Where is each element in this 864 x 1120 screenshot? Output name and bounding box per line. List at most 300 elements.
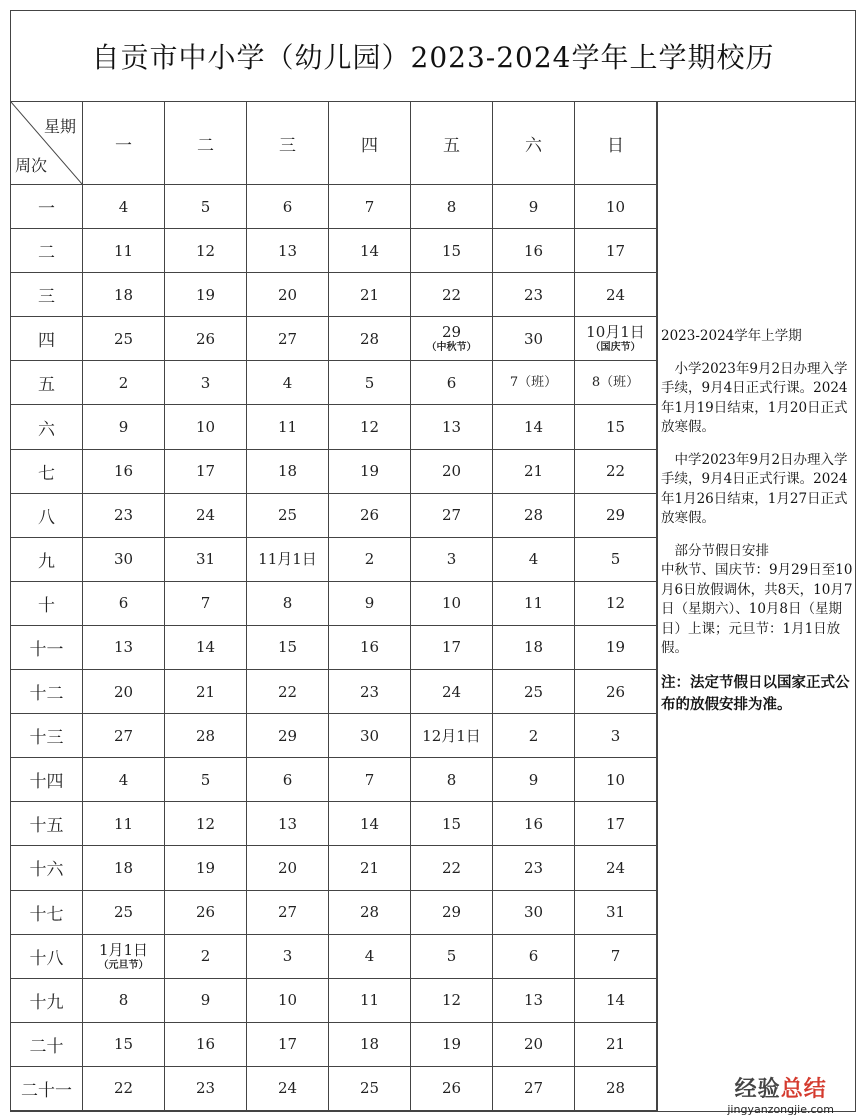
day-date: 25 bbox=[113, 329, 134, 348]
watermark bbox=[727, 1072, 834, 1116]
day-date: 14 bbox=[523, 418, 544, 437]
day-cell bbox=[165, 714, 247, 758]
page-title: 自贡市中小学（幼儿园）2023-2024学年上学期校历 bbox=[10, 10, 856, 102]
day-date: 11 bbox=[277, 418, 298, 437]
day-date: 30 bbox=[523, 329, 544, 348]
weekday-header: 三 bbox=[247, 102, 329, 185]
day-date: 19 bbox=[441, 1035, 462, 1054]
day-cell bbox=[165, 802, 247, 846]
day-date: 25 bbox=[523, 682, 544, 701]
day-cell bbox=[493, 361, 575, 405]
day-cell bbox=[575, 890, 657, 934]
day-date: 21 bbox=[359, 285, 380, 304]
day-date: 31 bbox=[195, 550, 216, 569]
week-row bbox=[11, 361, 657, 405]
notes-holidays: 部分节假日安排 中秋节、国庆节：9月29日至10月6日放假调休，共8天，10月7日（星期六）、10月8日（星期日）上课；元旦节：1月1日放假。 bbox=[661, 542, 853, 656]
day-cell bbox=[247, 625, 329, 669]
day-cell bbox=[165, 317, 247, 361]
day-cell bbox=[411, 846, 493, 890]
weekday-header: 日 bbox=[575, 102, 657, 185]
day-cell bbox=[247, 405, 329, 449]
day-cell bbox=[493, 581, 575, 625]
day-cell bbox=[329, 229, 411, 273]
day-cell bbox=[493, 317, 575, 361]
day-date: 15 bbox=[441, 814, 462, 833]
week-row bbox=[11, 625, 657, 669]
day-date: 15 bbox=[605, 418, 626, 437]
week-row bbox=[11, 1066, 657, 1110]
week-number: 八 bbox=[11, 493, 83, 537]
day-date: 18 bbox=[277, 462, 298, 481]
day-date: 22 bbox=[441, 285, 462, 304]
day-cell bbox=[575, 714, 657, 758]
week-row bbox=[11, 185, 657, 229]
week-row bbox=[11, 317, 657, 361]
day-date: 23 bbox=[113, 506, 134, 525]
day-date: 19 bbox=[195, 858, 216, 877]
week-row bbox=[11, 802, 657, 846]
day-cell bbox=[83, 581, 165, 625]
watermark-url: jingyanzongjie.com bbox=[727, 1103, 834, 1116]
day-cell bbox=[329, 1022, 411, 1066]
day-cell bbox=[329, 537, 411, 581]
day-cell bbox=[329, 581, 411, 625]
day-date: 6 bbox=[282, 770, 293, 789]
day-date: 10月1日 bbox=[586, 323, 645, 342]
weekday-header: 五 bbox=[411, 102, 493, 185]
day-cell bbox=[247, 185, 329, 229]
week-number: 四 bbox=[11, 317, 83, 361]
day-cell bbox=[247, 802, 329, 846]
day-cell bbox=[329, 317, 411, 361]
day-date: 16 bbox=[359, 638, 380, 657]
day-date: 25 bbox=[359, 1079, 380, 1098]
day-cell bbox=[493, 758, 575, 802]
day-date: 28 bbox=[523, 506, 544, 525]
day-cell bbox=[83, 890, 165, 934]
day-cell bbox=[575, 846, 657, 890]
day-cell bbox=[411, 273, 493, 317]
day-date: 17 bbox=[195, 462, 216, 481]
day-cell bbox=[83, 758, 165, 802]
day-cell bbox=[493, 846, 575, 890]
day-date: 22 bbox=[113, 1079, 134, 1098]
day-cell bbox=[493, 449, 575, 493]
day-cell bbox=[411, 714, 493, 758]
day-date: 4 bbox=[364, 947, 375, 966]
day-cell bbox=[329, 405, 411, 449]
day-cell bbox=[329, 1066, 411, 1110]
day-cell bbox=[329, 185, 411, 229]
day-date: 11 bbox=[359, 991, 380, 1010]
day-date: 22 bbox=[605, 462, 626, 481]
day-cell bbox=[411, 934, 493, 978]
day-date: 26 bbox=[195, 903, 216, 922]
day-cell bbox=[165, 449, 247, 493]
day-date: 11月1日 bbox=[258, 550, 317, 569]
day-date: 2 bbox=[118, 373, 129, 392]
day-cell bbox=[493, 934, 575, 978]
day-cell bbox=[165, 537, 247, 581]
calendar-table bbox=[10, 101, 657, 1111]
day-cell bbox=[247, 317, 329, 361]
day-date: 27 bbox=[113, 726, 134, 745]
corner-week-label: 周次 bbox=[15, 156, 48, 175]
watermark-brand-a: 经验 bbox=[734, 1076, 781, 1102]
day-date: 5 bbox=[200, 770, 211, 789]
week-number: 二十一 bbox=[11, 1066, 83, 1110]
day-date: 6 bbox=[118, 594, 129, 613]
day-date: 5 bbox=[200, 197, 211, 216]
day-date: 16 bbox=[195, 1035, 216, 1054]
day-date: 20 bbox=[523, 1035, 544, 1054]
day-date: 7（班） bbox=[509, 374, 558, 390]
day-date: 11 bbox=[113, 814, 134, 833]
day-date: 11 bbox=[113, 241, 134, 260]
day-date: 7 bbox=[364, 770, 375, 789]
day-date: 27 bbox=[277, 903, 298, 922]
day-cell bbox=[411, 361, 493, 405]
day-cell bbox=[575, 361, 657, 405]
day-cell bbox=[329, 714, 411, 758]
day-date: 16 bbox=[523, 814, 544, 833]
day-date: 14 bbox=[359, 241, 380, 260]
week-number: 十八 bbox=[11, 934, 83, 978]
day-date: 7 bbox=[364, 197, 375, 216]
day-date: 5 bbox=[446, 947, 457, 966]
day-date: 2 bbox=[364, 550, 375, 569]
day-cell bbox=[575, 449, 657, 493]
day-date: 22 bbox=[441, 858, 462, 877]
day-cell bbox=[247, 273, 329, 317]
day-date: 21 bbox=[359, 858, 380, 877]
day-cell bbox=[411, 890, 493, 934]
day-cell bbox=[165, 361, 247, 405]
weekday-header: 二 bbox=[165, 102, 247, 185]
day-date: 13 bbox=[441, 418, 462, 437]
day-cell bbox=[329, 978, 411, 1022]
day-cell bbox=[493, 1066, 575, 1110]
day-cell bbox=[493, 625, 575, 669]
day-date: 20 bbox=[277, 285, 298, 304]
week-row bbox=[11, 890, 657, 934]
day-date: 20 bbox=[441, 462, 462, 481]
day-cell bbox=[329, 449, 411, 493]
day-cell bbox=[575, 537, 657, 581]
day-cell bbox=[493, 185, 575, 229]
day-cell bbox=[83, 714, 165, 758]
day-date: 18 bbox=[113, 285, 134, 304]
day-date: 26 bbox=[195, 329, 216, 348]
notes-heading: 2023-2024学年上学期 bbox=[661, 328, 802, 344]
day-cell bbox=[493, 890, 575, 934]
day-cell bbox=[83, 449, 165, 493]
week-row bbox=[11, 581, 657, 625]
weekday-header: 四 bbox=[329, 102, 411, 185]
day-date: 23 bbox=[523, 858, 544, 877]
day-cell bbox=[83, 1066, 165, 1110]
notes-panel bbox=[657, 101, 856, 1112]
day-date: 4 bbox=[118, 197, 129, 216]
day-cell bbox=[411, 978, 493, 1022]
day-cell bbox=[247, 1066, 329, 1110]
day-date: 17 bbox=[605, 814, 626, 833]
day-cell bbox=[411, 229, 493, 273]
day-date: 12 bbox=[441, 991, 462, 1010]
week-row bbox=[11, 846, 657, 890]
day-cell bbox=[165, 405, 247, 449]
day-cell bbox=[165, 1022, 247, 1066]
day-date: 29 bbox=[441, 903, 462, 922]
day-cell bbox=[247, 493, 329, 537]
day-date: 17 bbox=[605, 241, 626, 260]
day-cell bbox=[247, 449, 329, 493]
day-date: 30 bbox=[523, 903, 544, 922]
day-cell bbox=[329, 625, 411, 669]
day-cell bbox=[83, 405, 165, 449]
week-row bbox=[11, 934, 657, 978]
day-cell bbox=[247, 758, 329, 802]
watermark-brand-b: 总结 bbox=[780, 1076, 827, 1102]
day-date: 7 bbox=[200, 594, 211, 613]
week-number: 十二 bbox=[11, 670, 83, 714]
week-number: 十七 bbox=[11, 890, 83, 934]
day-cell bbox=[493, 273, 575, 317]
day-date: 9 bbox=[528, 770, 539, 789]
week-number: 七 bbox=[11, 449, 83, 493]
day-cell bbox=[165, 185, 247, 229]
day-cell bbox=[247, 978, 329, 1022]
day-cell bbox=[575, 185, 657, 229]
week-number: 十四 bbox=[11, 758, 83, 802]
day-cell bbox=[411, 449, 493, 493]
day-cell bbox=[83, 493, 165, 537]
week-number: 三 bbox=[11, 273, 83, 317]
day-cell bbox=[329, 934, 411, 978]
week-row bbox=[11, 493, 657, 537]
day-cell bbox=[575, 317, 657, 361]
day-cell bbox=[411, 758, 493, 802]
week-number: 一 bbox=[11, 185, 83, 229]
day-date: 9 bbox=[364, 594, 375, 613]
day-cell bbox=[575, 934, 657, 978]
day-date: 8 bbox=[446, 770, 457, 789]
day-date: 8（班） bbox=[591, 374, 640, 390]
week-row bbox=[11, 758, 657, 802]
day-date: 6 bbox=[446, 373, 457, 392]
day-date: 29 bbox=[441, 323, 462, 342]
day-cell bbox=[83, 625, 165, 669]
day-cell bbox=[247, 846, 329, 890]
week-number: 二 bbox=[11, 229, 83, 273]
day-date: 15 bbox=[277, 638, 298, 657]
week-number: 五 bbox=[11, 361, 83, 405]
day-cell bbox=[329, 890, 411, 934]
notes-disclaimer: 注：法定节假日以国家正式公布的放假安排为准。 bbox=[661, 673, 850, 713]
week-row bbox=[11, 273, 657, 317]
day-cell bbox=[165, 273, 247, 317]
day-date: 26 bbox=[359, 506, 380, 525]
week-number: 十 bbox=[11, 581, 83, 625]
day-date: 16 bbox=[113, 462, 134, 481]
day-cell bbox=[411, 537, 493, 581]
day-date: 21 bbox=[195, 682, 216, 701]
day-date: 7 bbox=[610, 947, 621, 966]
day-date: 23 bbox=[523, 285, 544, 304]
day-cell bbox=[247, 1022, 329, 1066]
day-cell bbox=[411, 317, 493, 361]
day-date: 11 bbox=[523, 594, 544, 613]
day-cell bbox=[83, 670, 165, 714]
week-row bbox=[11, 405, 657, 449]
day-cell bbox=[575, 978, 657, 1022]
day-cell bbox=[165, 625, 247, 669]
day-date: 24 bbox=[195, 506, 216, 525]
day-date: 3 bbox=[610, 726, 621, 745]
day-cell bbox=[411, 185, 493, 229]
day-cell bbox=[165, 758, 247, 802]
day-cell bbox=[165, 978, 247, 1022]
day-date: 16 bbox=[523, 241, 544, 260]
day-date: 8 bbox=[282, 594, 293, 613]
day-cell bbox=[329, 846, 411, 890]
day-date: 28 bbox=[195, 726, 216, 745]
day-cell bbox=[247, 670, 329, 714]
day-cell bbox=[329, 758, 411, 802]
day-cell bbox=[165, 493, 247, 537]
day-date: 10 bbox=[195, 418, 216, 437]
day-date: 9 bbox=[200, 991, 211, 1010]
week-row bbox=[11, 714, 657, 758]
holiday-label: （元旦节） bbox=[98, 959, 149, 971]
day-date: 27 bbox=[277, 329, 298, 348]
day-date: 12 bbox=[359, 418, 380, 437]
day-date: 24 bbox=[277, 1079, 298, 1098]
day-cell bbox=[575, 802, 657, 846]
day-cell bbox=[411, 1022, 493, 1066]
day-date: 13 bbox=[277, 814, 298, 833]
day-cell bbox=[411, 802, 493, 846]
day-date: 21 bbox=[605, 1035, 626, 1054]
day-cell bbox=[83, 978, 165, 1022]
day-date: 3 bbox=[446, 550, 457, 569]
week-number: 十五 bbox=[11, 802, 83, 846]
weekday-header: 六 bbox=[493, 102, 575, 185]
day-date: 29 bbox=[277, 726, 298, 745]
day-date: 18 bbox=[523, 638, 544, 657]
day-cell bbox=[493, 670, 575, 714]
day-cell bbox=[247, 361, 329, 405]
day-date: 9 bbox=[118, 418, 129, 437]
day-date: 23 bbox=[195, 1079, 216, 1098]
day-cell bbox=[165, 229, 247, 273]
day-date: 26 bbox=[441, 1079, 462, 1098]
day-date: 1月1日 bbox=[98, 940, 149, 959]
day-cell bbox=[247, 714, 329, 758]
day-cell bbox=[165, 846, 247, 890]
day-cell bbox=[247, 934, 329, 978]
day-date: 28 bbox=[605, 1079, 626, 1098]
day-cell bbox=[575, 1022, 657, 1066]
day-cell bbox=[165, 670, 247, 714]
day-cell bbox=[493, 405, 575, 449]
day-cell bbox=[83, 361, 165, 405]
day-date: 24 bbox=[605, 858, 626, 877]
day-cell bbox=[411, 1066, 493, 1110]
day-cell bbox=[247, 229, 329, 273]
day-date: 5 bbox=[610, 550, 621, 569]
day-date: 12 bbox=[195, 814, 216, 833]
holiday-label: （中秋节） bbox=[426, 342, 477, 354]
day-date: 13 bbox=[523, 991, 544, 1010]
day-cell bbox=[83, 1022, 165, 1066]
notes-primary-school: 小学2023年9月2日办理入学手续，9月4日正式行课。2024年1月19日结束，1月20日正式放寒假。 bbox=[661, 360, 848, 435]
day-date: 10 bbox=[277, 991, 298, 1010]
day-date: 31 bbox=[605, 903, 626, 922]
day-date: 20 bbox=[113, 682, 134, 701]
day-date: 19 bbox=[195, 285, 216, 304]
day-cell bbox=[83, 537, 165, 581]
day-cell bbox=[165, 1066, 247, 1110]
day-date: 9 bbox=[528, 197, 539, 216]
week-number: 九 bbox=[11, 537, 83, 581]
notes-middle-school: 中学2023年9月2日办理入学手续，9月4日正式行课。2024年1月26日结束，1月27日正式放寒假。 bbox=[661, 451, 848, 526]
day-date: 19 bbox=[359, 462, 380, 481]
day-date: 24 bbox=[605, 285, 626, 304]
day-cell bbox=[83, 273, 165, 317]
day-cell bbox=[575, 493, 657, 537]
week-number: 十六 bbox=[11, 846, 83, 890]
day-date: 14 bbox=[195, 638, 216, 657]
day-date: 4 bbox=[528, 550, 539, 569]
day-date: 12 bbox=[605, 594, 626, 613]
day-cell bbox=[575, 273, 657, 317]
day-date: 27 bbox=[523, 1079, 544, 1098]
day-cell bbox=[575, 581, 657, 625]
day-cell bbox=[493, 714, 575, 758]
day-cell bbox=[83, 317, 165, 361]
calendar-body bbox=[11, 185, 657, 1111]
day-date: 15 bbox=[113, 1035, 134, 1054]
day-cell bbox=[247, 581, 329, 625]
day-cell bbox=[411, 625, 493, 669]
day-date: 15 bbox=[441, 241, 462, 260]
day-date: 19 bbox=[605, 638, 626, 657]
day-date: 10 bbox=[605, 770, 626, 789]
day-cell bbox=[493, 1022, 575, 1066]
day-date: 6 bbox=[282, 197, 293, 216]
day-date: 28 bbox=[359, 903, 380, 922]
day-date: 18 bbox=[113, 858, 134, 877]
day-cell bbox=[493, 802, 575, 846]
day-cell bbox=[329, 273, 411, 317]
week-row bbox=[11, 229, 657, 273]
day-cell bbox=[83, 229, 165, 273]
day-cell bbox=[329, 361, 411, 405]
day-cell bbox=[411, 581, 493, 625]
day-date: 12 bbox=[195, 241, 216, 260]
day-cell bbox=[83, 846, 165, 890]
day-date: 21 bbox=[523, 462, 544, 481]
day-date: 10 bbox=[441, 594, 462, 613]
day-date: 2 bbox=[200, 947, 211, 966]
day-date: 17 bbox=[277, 1035, 298, 1054]
day-date: 24 bbox=[441, 682, 462, 701]
day-date: 2 bbox=[528, 726, 539, 745]
day-cell bbox=[329, 493, 411, 537]
holiday-label: （国庆节） bbox=[590, 342, 641, 354]
week-number: 六 bbox=[11, 405, 83, 449]
